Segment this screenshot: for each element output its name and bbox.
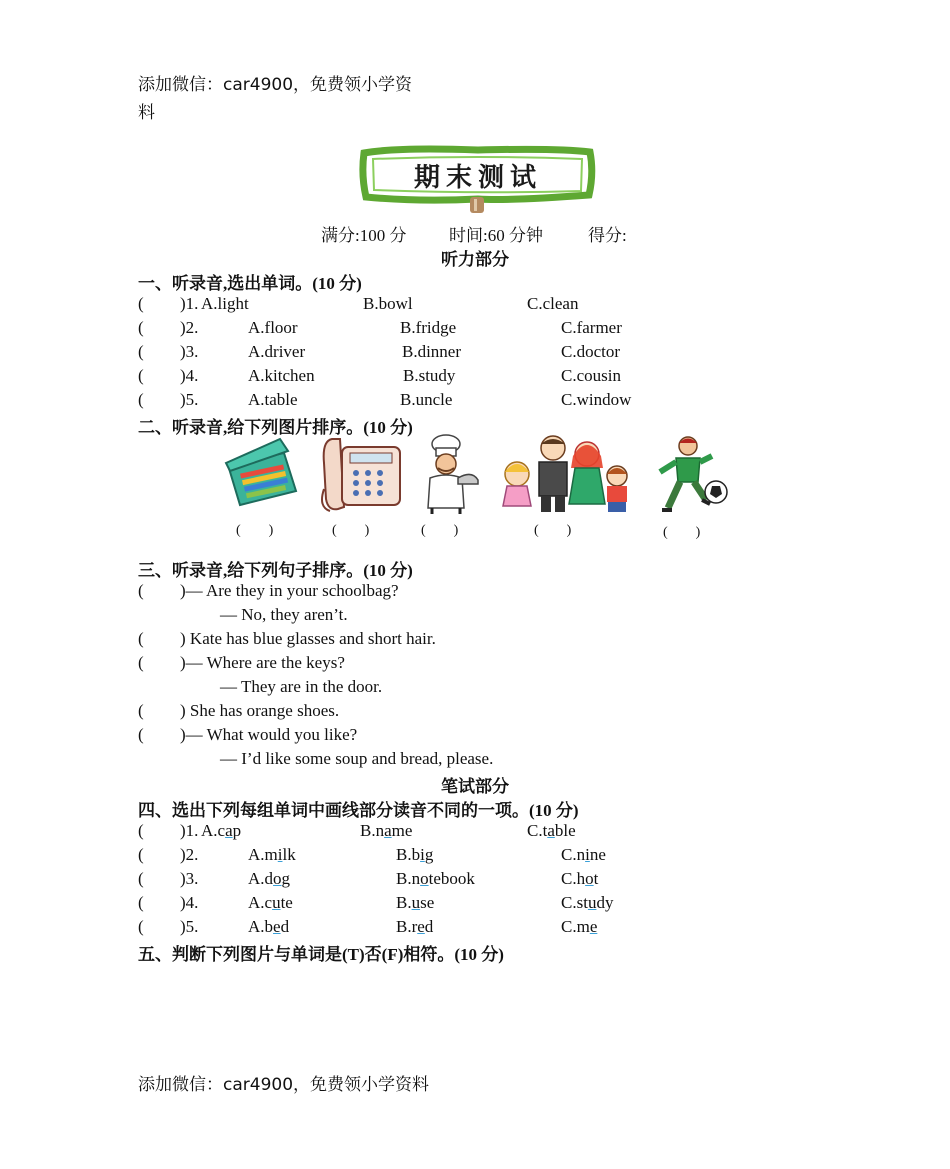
option-b: B.use (396, 893, 435, 912)
answer-paren[interactable]: ( (138, 869, 144, 888)
answer-paren[interactable]: ( (138, 629, 144, 648)
picture-blank-1[interactable]: ( ) (236, 523, 274, 538)
sentence-text: )— What would you like? (180, 725, 358, 744)
picture-blank-2[interactable]: ( ) (332, 523, 370, 538)
watermark-top-line1: 添加微信：car4900，免费领小学资 (138, 75, 413, 95)
option-a: A.cap (201, 821, 242, 840)
option-a: A.milk (248, 845, 296, 864)
boy-football-image (650, 434, 730, 516)
answer-paren[interactable]: ( (138, 294, 144, 313)
answer-paren[interactable]: ( (138, 653, 144, 672)
sentence-text: )— Are they in your schoolbag? (180, 581, 399, 600)
option-c: C.farmer (561, 318, 622, 337)
option-b: B.study (403, 366, 456, 385)
option-c: C.window (561, 390, 632, 409)
option-c: C.doctor (561, 342, 621, 361)
option-a: A.bed (248, 917, 290, 936)
option-a: A.driver (248, 342, 306, 361)
watermark-bottom: 添加微信：car4900，免费领小学资料 (138, 1075, 430, 1095)
option-a: A.kitchen (248, 366, 315, 385)
answer-paren[interactable]: ( (138, 581, 144, 600)
option-c: C.clean (527, 294, 579, 313)
answer-paren[interactable]: ( (138, 701, 144, 720)
question-number: )5. (180, 917, 199, 936)
option-a: A.dog (248, 869, 291, 888)
answer-paren[interactable]: ( (138, 342, 144, 361)
option-b: B.red (396, 917, 434, 936)
question-number: )4. (180, 893, 199, 912)
option-b: B.dinner (402, 342, 462, 361)
section5-title: 五、判断下列图片与单词是(T)否(F)相符。(10 分) (138, 945, 504, 964)
option-b: B.bowl (363, 294, 413, 313)
question-number: )2. (180, 318, 199, 337)
section2-title: 二、听录音,给下列图片排序。(10 分) (138, 418, 413, 437)
option-c: C.table (527, 821, 576, 840)
reply-text: — I’d like some soup and bread, please. (220, 749, 494, 768)
sentence-text: ) Kate has blue glasses and short hair. (180, 629, 436, 648)
option-c: C.cousin (561, 366, 621, 385)
answer-paren[interactable]: ( (138, 390, 144, 409)
full-score-label: 满分:100 分 (321, 226, 407, 245)
option-a: A.table (248, 390, 298, 409)
option-a: A.cute (248, 893, 293, 912)
question-number: )2. (180, 845, 199, 864)
listening-part-title: 听力部分 (441, 250, 509, 269)
question-number: )3. (180, 342, 199, 361)
option-c: C.me (561, 917, 598, 936)
answer-paren[interactable]: ( (138, 917, 144, 936)
sentence-text: ) She has orange shoes. (180, 701, 340, 720)
section1-title: 一、听录音,选出单词。(10 分) (138, 274, 362, 293)
question-number: )1. (180, 821, 199, 840)
answer-paren[interactable]: ( (138, 893, 144, 912)
answer-paren[interactable]: ( (138, 725, 144, 744)
telephone-image (318, 433, 406, 515)
picture-blank-3[interactable]: ( ) (421, 523, 459, 538)
picture-blank-4[interactable]: ( ) (534, 523, 572, 538)
answer-paren[interactable]: ( (138, 366, 144, 385)
picture-blank-5[interactable]: ( ) (663, 525, 701, 540)
question-number: )1. (180, 294, 199, 313)
family-image (495, 434, 635, 516)
question-number: )5. (180, 390, 199, 409)
option-a: A.light (201, 294, 249, 313)
option-b: B.fridge (400, 318, 457, 337)
question-number: )4. (180, 366, 199, 385)
sentence-text: )— Where are the keys? (180, 653, 345, 672)
score-label: 得分: (588, 226, 627, 245)
option-b: B.name (360, 821, 413, 840)
option-c: C.study (561, 893, 614, 912)
answer-paren[interactable]: ( (138, 318, 144, 337)
option-b: B.notebook (396, 869, 475, 888)
reply-text: — No, they aren’t. (220, 605, 348, 624)
section4-title: 四、选出下列每组单词中画线部分读音不同的一项。(10 分) (138, 801, 579, 820)
answer-paren[interactable]: ( (138, 821, 144, 840)
banner-title: 期末测试 (413, 163, 542, 193)
option-b: B.big (396, 845, 434, 864)
reply-text: — They are in the door. (220, 677, 383, 696)
option-c: C.hot (561, 869, 599, 888)
option-a: A.floor (248, 318, 298, 337)
question-number: )3. (180, 869, 199, 888)
option-c: C.nine (561, 845, 606, 864)
pencil-case-image (222, 435, 302, 515)
writing-part-title: 笔试部分 (441, 777, 509, 796)
time-label: 时间:60 分钟 (449, 226, 543, 245)
section3-title: 三、听录音,给下列句子排序。(10 分) (138, 561, 413, 580)
option-b: B.uncle (400, 390, 453, 409)
watermark-top-line2: 料 (138, 103, 155, 123)
chef-image (420, 434, 480, 514)
answer-paren[interactable]: ( (138, 845, 144, 864)
